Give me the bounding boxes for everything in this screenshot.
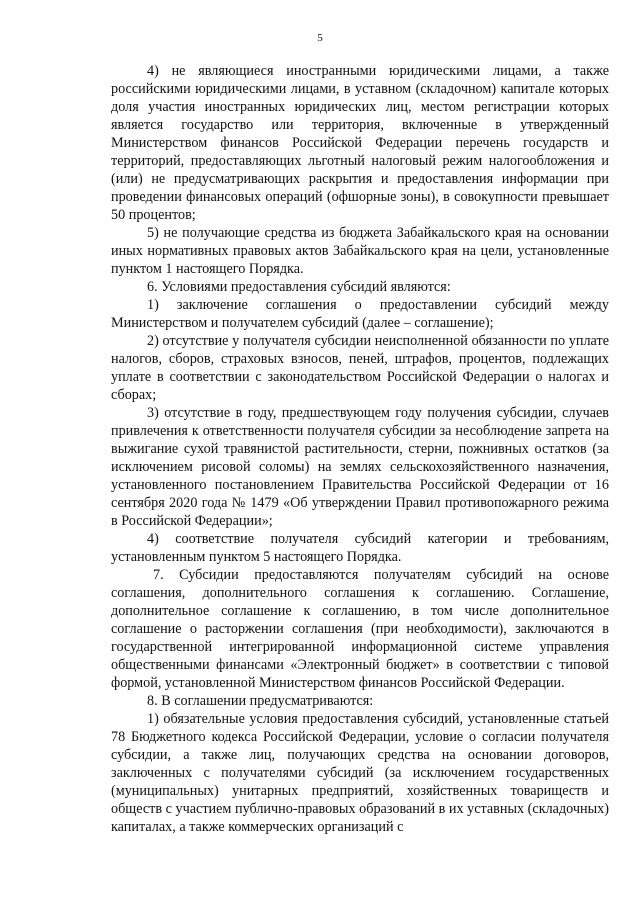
paragraph-item-4-foreign-entities: 4) не являющиеся иностранными юридическими лицами, а также российскими юридическими лицами, в уставном (складочном) капитале которых доля участия иностранных юридических лиц, местом регистрации которых является государство или территория, включенные в утвержденный Министерством финансов Российской Федерации перечень государств и территорий, предоставляющих льготный налоговый режим налогообложения и (или) не предусматривающих раскрытия и предоставления информации при проведении финансовых операций (офшорные зоны), в совокупности превышает 50 процентов; [111, 63, 609, 223]
paragraph-condition-4-compliance: 4) соответствие получателя субсидий категории и требованиям, установленным пунктом 5 настоящего Порядка. [111, 531, 609, 565]
paragraph-section-6-heading: 6. Условиями предоставления субсидий являются: [147, 279, 451, 295]
page-number: 5 [317, 32, 323, 44]
paragraph-section-8-heading: 8. В соглашении предусматриваются: [147, 693, 374, 709]
paragraph-section-8-item-1: 1) обязательные условия предоставления субсидий, установленные статьей 78 Бюджетного кодекса Российской Федерации, условие о согласии получателя субсидии, а также лиц, получающих средства на основании договоров, заключенных с получателями субсидий (за исключением государственных (муниципальных) унитарных предприятий, хозяйственных товариществ и обществ с участием публично-правовых образований в их уставных (складочных) капиталах, а также коммерческих организаций с [111, 711, 609, 835]
document-body [111, 62, 609, 836]
paragraph-condition-2-no-tax-debt: 2) отсутствие у получателя субсидии неисполненной обязанности по уплате налогов, сборов, страховых взносов, пеней, штрафов, процентов, подлежащих уплате в соответствии с законодательством Российской Федерации о налогах и сборах; [111, 333, 609, 403]
paragraph-condition-1-agreement: 1) заключение соглашения о предоставлении субсидий между Министерством и получателем субсидий (далее – соглашение); [111, 297, 609, 331]
paragraph-section-7-agreement: 7. Субсидии предоставляются получателям субсидий на основе соглашения, дополнительного соглашения к соглашению. Соглашение, дополнительное соглашение к соглашению, в том числе дополнительное соглашение о расторжении соглашения (при необходимости), заключаются в государственной интегрированной информационной системе управления общественными финансами «Электронный бюджет» в соответствии с типовой формой, установленной Министерством финансов Российской Федерации. [111, 567, 609, 691]
paragraph-item-5-budget-funds: 5) не получающие средства из бюджета Забайкальского края на основании иных нормативных правовых актов Забайкальского края на цели, установленные пунктом 1 настоящего Порядка. [111, 225, 609, 277]
paragraph-condition-3-no-burning: 3) отсутствие в году, предшествующем году получения субсидии, случаев привлечения к ответственности получателя субсидии за несоблюдение запрета на выжигание сухой травянистой растительности, стерни, пожнивных остатков (за исключением рисовой соломы) на землях сельскохозяйственного назначения, установленного постановлением Правительства Российской Федерации от 16 сентября 2020 года № 1479 «Об утверждении Правил противопожарного режима в Российской Федерации»; [111, 405, 609, 529]
